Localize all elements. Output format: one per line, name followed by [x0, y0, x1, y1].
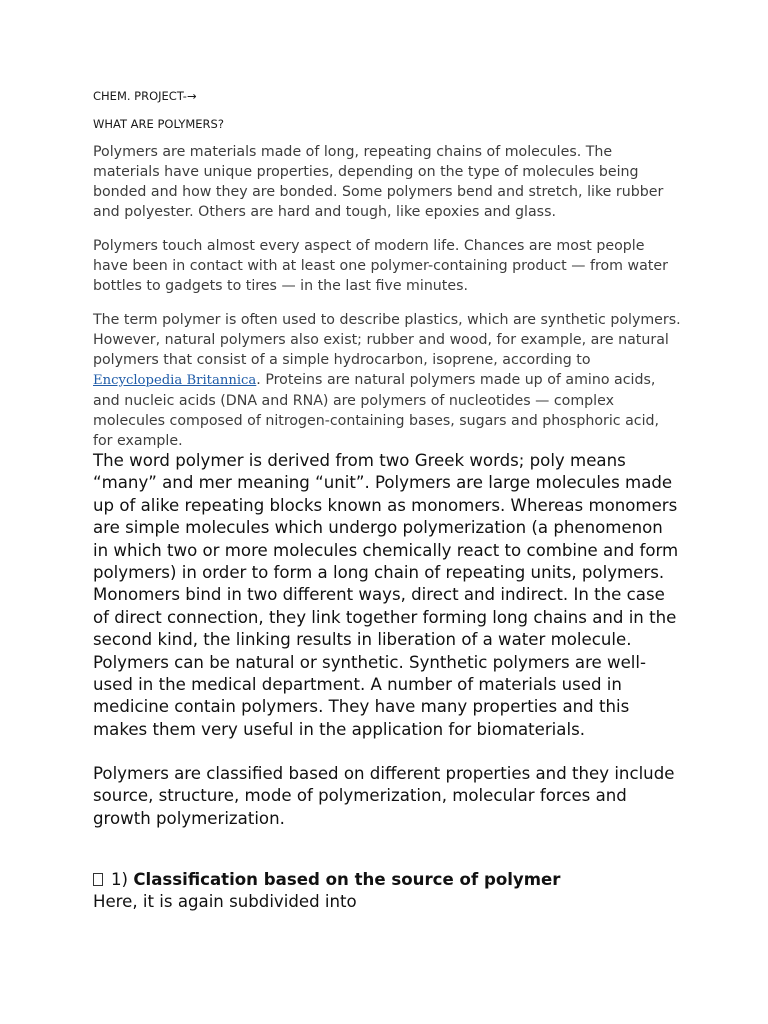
paragraph-natural-polymers — [93, 310, 683, 451]
paragraph-word-origin: The word polymer is derived from two Greek words; poly means “many” and mer meaning “unit”. Polymers are large molecules made up of alike repeating blocks known as monomers. Whereas monomers are simple molecules which undergo polymerization (a phenomenon in which two or more molecules chemically react to combine and form polymers) in order to form a long chain of repeating units, polymers. Monomers bind in two different ways, direct and indirect. In the case of direct connection, they link together forming long chains and in the second kind, the linking results in liberation of a water molecule. Polymers can be natural or synthetic. Synthetic polymers are well-used in the medical department. A number of materials used in medicine contain polymers. They have many properties and this makes them very useful in the application for biomaterials. — [93, 451, 679, 739]
paragraph-modern-life: Polymers touch almost every aspect of modern life. Chances are most people have been in contact with at least one polymer-containing product — from water bottles to gadgets to tires — in the last five minutes. — [93, 238, 668, 294]
paragraph-text-before-link: The term polymer is often used to describe plastics, which are synthetic polymers. However, natural polymers also exist; rubber and wood, for example, are natural polymers that consist of a simple hydrocarbon, isoprene, according to — [93, 312, 681, 368]
paragraph-text-after-link: . Proteins are natural polymers made up of amino acids, and nucleic acids (DNA and RNA) are polymers of nucleotides — complex molecules composed of nitrogen-containing bases, sugars and phosphoric acid, for example. — [93, 372, 660, 449]
project-label: CHEM. PROJECT- — [93, 89, 187, 103]
section-title: WHAT ARE POLYMERS? — [93, 117, 224, 131]
paragraph-definition: Polymers are materials made of long, repeating chains of molecules. The materials have unique properties, depending on the type of molecules being bonded and how they are bonded. Some polymers bend and stretch, like rubber and polyester. Others are hard and tough, like epoxies and glass. — [93, 144, 664, 220]
project-header — [93, 89, 197, 103]
right-arrow-icon: → — [186, 89, 197, 103]
bullet-box-icon — [93, 873, 103, 886]
encyclopedia-britannica-link[interactable]: Encyclopedia Britannica — [93, 373, 257, 388]
classification-subtext: Here, it is again subdivided into — [93, 892, 357, 911]
classification-heading-text: Classification based on the source of polymer — [133, 870, 561, 889]
classification-heading — [93, 869, 560, 891]
paragraph-classification-intro: Polymers are classified based on different properties and they include source, structure, mode of polymerization, molecular forces and growth polymerization. — [93, 764, 675, 828]
classification-number: 1) — [111, 870, 129, 889]
